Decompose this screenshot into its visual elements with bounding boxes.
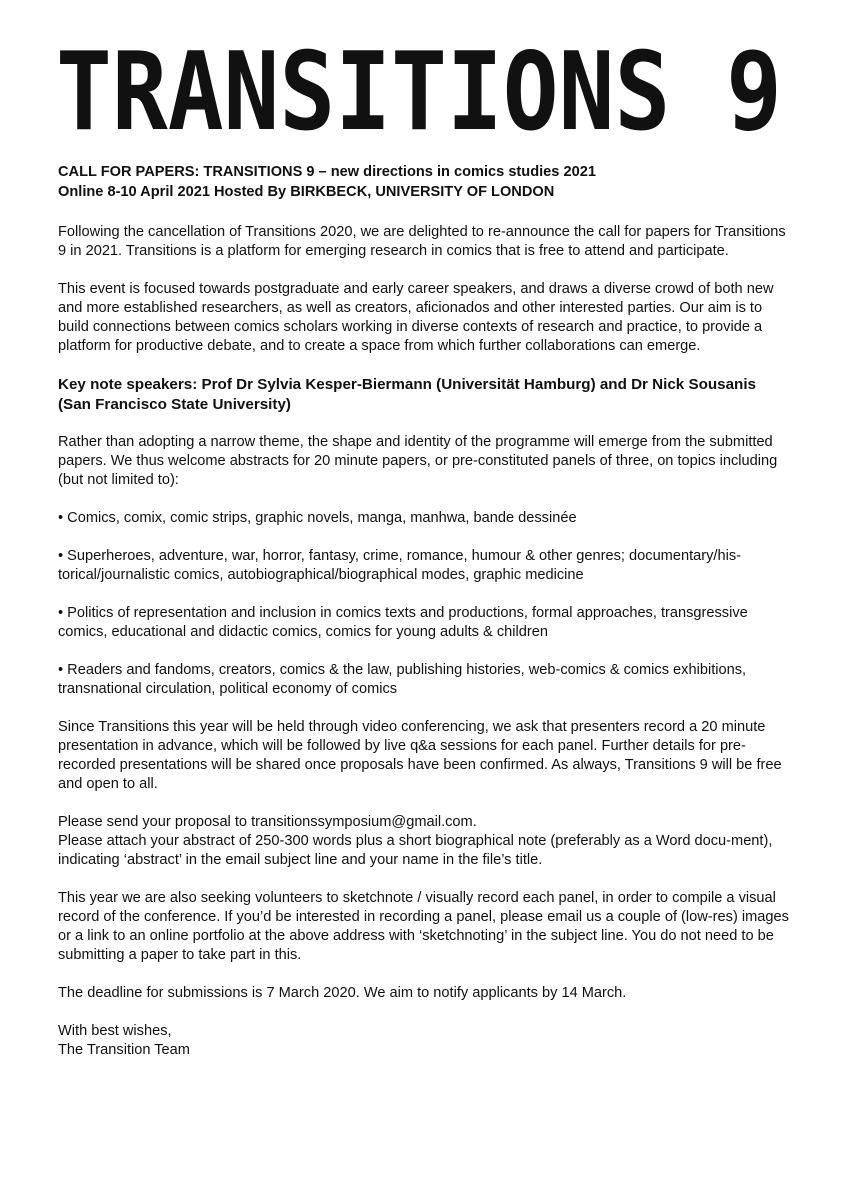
send-proposal-text: Please send your proposal to transitionssymposium@gmail.com. xyxy=(58,814,477,830)
topic-bullet xyxy=(58,509,790,528)
video-paragraph: Since Transitions this year will be held through video conferencing, we ask that presenters record a 20 minute presentation in advance, which will be followed by live q&a sessions for each panel. Further details for pre-recorded presentations will be shared once proposals have been confirmed. As always, Transitions 9 will be free and open to all. xyxy=(58,719,782,792)
masthead xyxy=(56,30,796,155)
cfp-header-line1: CALL FOR PAPERS: TRANSITIONS 9 – new directions in comics studies 2021 xyxy=(58,164,596,180)
theme-paragraph: Rather than adopting a narrow theme, the shape and identity of the programme will emerge from the submitted papers. We thus welcome abstracts for 20 minute papers, or pre-constituted panels of three, on topics including (but not limited to): xyxy=(58,434,778,488)
topic-bullet xyxy=(58,661,790,699)
bullet-icon: • xyxy=(58,510,64,526)
topic-bullet xyxy=(58,604,790,642)
cfp-header-line2: Online 8-10 April 2021 Hosted By BIRKBECK, UNIVERSITY OF LONDON xyxy=(58,183,555,200)
topic-text: Comics, comix, comic strips, graphic novels, manga, manhwa, bande dessinée xyxy=(67,510,577,526)
deadline-paragraph: The deadline for submissions is 7 March 2020. We aim to notify applicants by 14 March. xyxy=(58,985,627,1001)
document-body xyxy=(58,163,790,1060)
attach-abstract-text: Please attach your abstract of 250-300 words plus a short biographical note (preferably as a Word docu-ment), indicating ‘abstract’ in the email subject line and your name in the file’s title. xyxy=(58,833,773,868)
keynote-paragraph: Key note speakers: Prof Dr Sylvia Kesper-Biermann (Universität Hamburg) and Dr Nick Sousanis (San Francisco State University) xyxy=(58,376,756,413)
signoff-team: The Transition Team xyxy=(58,1042,190,1058)
bullet-icon: • xyxy=(58,605,64,621)
masthead-svg xyxy=(56,30,796,155)
intro-paragraph: Following the cancellation of Transitions 2020, we are delighted to re-announce the call for papers for Transitions 9 in 2021. Transitions is a platform for emerging research in comics that is free to attend and participate. xyxy=(58,224,786,259)
submission-paragraph xyxy=(58,813,790,870)
topic-text: Superheroes, adventure, war, horror, fantasy, crime, romance, humour & other genres; documentary/his-torical/journalistic comics, autobiographical/biographical modes, graphic medicine xyxy=(58,548,741,583)
sketchnote-paragraph: This year we are also seeking volunteers to sketchnote / visually record each panel, in order to compile a visual record of the conference. If you’d be interested in recording a panel, please email us a couple of (low-res) images or a link to an online portfolio at the above address with ‘sketchnoting’ in the subject line. You do not need to be submitting a paper to take part in this. xyxy=(58,890,789,963)
signoff-greeting: With best wishes, xyxy=(58,1023,172,1039)
bullet-icon: • xyxy=(58,548,64,564)
cfp-header xyxy=(58,163,790,202)
topic-bullet xyxy=(58,547,790,585)
topic-text: Politics of representation and inclusion in comics texts and productions, formal approaches, transgressive comics, educational and didactic comics, comics for young adults & children xyxy=(58,605,748,640)
masthead-title: TRANSITIONS 9 xyxy=(56,30,782,155)
signoff xyxy=(58,1022,790,1060)
focus-paragraph: This event is focused towards postgraduate and early career speakers, and draws a diverse crowd of both new and more established researchers, as well as creators, aficionados and other interested parties. Our aim is to build connections between comics scholars working in diverse contexts of research and practice, to provide a platform for productive debate, and to create a space from which further collaborations can emerge. xyxy=(58,281,774,354)
bullet-icon: • xyxy=(58,662,64,678)
topic-text: Readers and fandoms, creators, comics & the law, publishing histories, web-comics & comics exhibitions, transnational circulation, political economy of comics xyxy=(58,662,747,697)
